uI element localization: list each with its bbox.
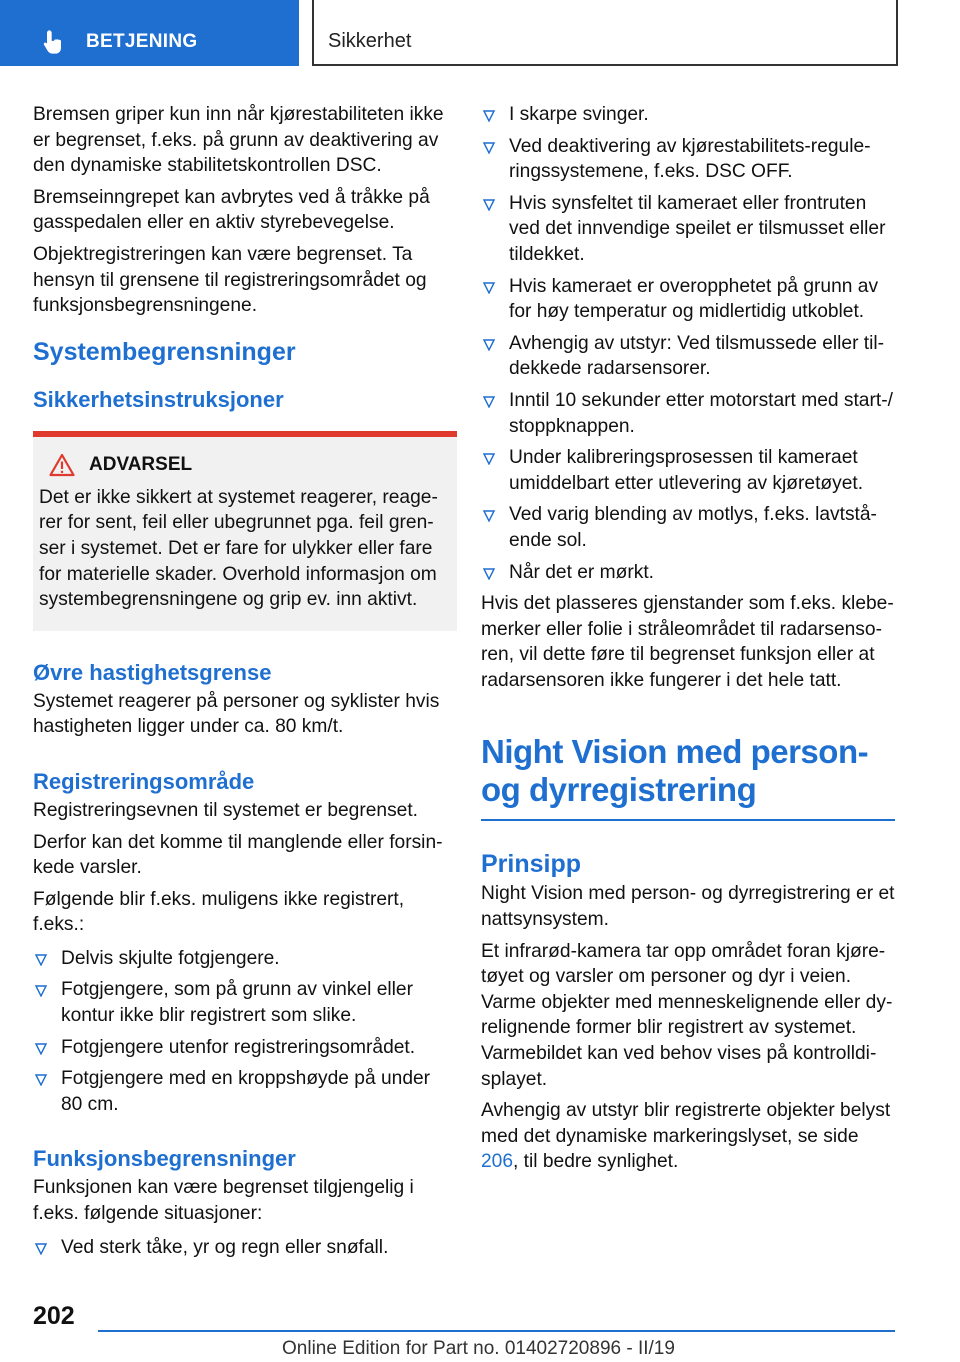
- paragraph: Registreringsevnen til systemet er begrenset.: [33, 799, 418, 821]
- page-link[interactable]: 206: [481, 1151, 514, 1173]
- warning-header: [49, 453, 447, 477]
- heading-safety-instructions: Sikkerhetsinstruksjoner: [33, 386, 284, 412]
- triangle-bullet-icon: [483, 142, 495, 154]
- heading-night-vision: Night Vision med person- og dyrregistrering: [481, 733, 895, 821]
- list-item: Fotgjengere, som på grunn av vinkel eller kontur ikke blir registrert som slike.: [33, 977, 447, 1028]
- triangle-bullet-icon: [483, 396, 495, 408]
- paragraph: Night Vision med person- og dyrregistrering er et nattsynsystem.: [481, 883, 895, 931]
- paragraph: Følgende blir f.eks. muligens ikke registrert, f.eks.:: [33, 888, 405, 936]
- list-item: Avhengig av utstyr: Ved tilsmussede eller tildekkede radarsensorer.: [481, 331, 895, 382]
- triangle-bullet-icon: [483, 568, 495, 580]
- heading-speed-limit: Øvre hastighetsgrense: [33, 659, 272, 685]
- triangle-bullet-icon: [483, 339, 495, 351]
- edition-text: Online Edition for Part no. 01402720896 - II/19: [282, 1338, 675, 1359]
- heading-detection-area: Registreringsområde: [33, 768, 255, 794]
- triangle-bullet-icon: [35, 985, 47, 997]
- triangle-bullet-icon: [483, 282, 495, 294]
- paragraph: Bremsen griper kun inn når kjørestabiliteten ikke er begrenset, f.eks. på grunn av deaktivering av den dynamiske stabilitetskontrollen DSC.: [33, 104, 444, 177]
- function-list: [33, 1235, 447, 1261]
- situation-list: [481, 102, 895, 585]
- section-label: Sikkerhet: [328, 30, 412, 52]
- warning-text: Det er ikke sikkert at systemet reagerer, reagerer for sent, feil eller ubegrunnet pga. feil grenser i systemet. Det er fare for ulykker eller fare for materielle skader. Overhold informasjon om systembegrensningene og grip ev. inn aktivt.: [39, 486, 438, 611]
- triangle-bullet-icon: [35, 1243, 47, 1255]
- list-item: Hvis synsfeltet til kameraet eller frontruten ved det innvendige speilet er tilsmusset eller tildekket.: [481, 191, 895, 268]
- list-item: Ved varig blending av motlys, f.eks. lavtstående sol.: [481, 502, 895, 553]
- paragraph: Et infrarød-kamera tar opp området foran kjøretøyet og varsler om personer og dyr i veien. Varme objekter med menneskelignende eller dyrelignende former blir registrert av systemet. Varmebildet kan ved behov vises på kontrolldisplayet.: [481, 940, 893, 1090]
- triangle-bullet-icon: [35, 1074, 47, 1086]
- list-item: Ved deaktivering av kjørestabilitets-reguleringssystemene, f.eks. DSC OFF.: [481, 134, 895, 185]
- list-item: Ved sterk tåke, yr og regn eller snøfall.: [33, 1235, 447, 1261]
- triangle-bullet-icon: [483, 110, 495, 122]
- triangle-bullet-icon: [35, 1043, 47, 1055]
- chapter-label: BETJENING: [86, 31, 198, 52]
- paragraph: Derfor kan det komme til manglende eller forsinkede varsler.: [33, 831, 443, 879]
- warning-label: ADVARSEL: [89, 453, 193, 475]
- warning-triangle-icon: [49, 453, 75, 477]
- list-item: I skarpe svinger.: [481, 102, 895, 128]
- paragraph: Avhengig av utstyr blir registrerte objekter belyst med det dynamiske markeringslyset, se side 206, til bedre synlighet.: [481, 1100, 891, 1173]
- triangle-bullet-icon: [483, 510, 495, 522]
- triangle-bullet-icon: [35, 954, 47, 966]
- heading-system-limits: Systembegrensninger: [33, 337, 296, 366]
- chapter-tab[interactable]: [0, 0, 299, 66]
- list-item: Fotgjengere med en kroppshøyde på under 80 cm.: [33, 1066, 447, 1117]
- heading-principle: Prinsipp: [481, 850, 582, 879]
- heading-function-limits: Funksjonsbegrensninger: [33, 1146, 296, 1172]
- right-column: [481, 102, 895, 1175]
- section-header: [312, 0, 898, 66]
- list-item: Under kalibreringsprosessen til kameraet umiddelbart etter utlevering av kjøretøyet.: [481, 445, 895, 496]
- list-item: Hvis kameraet er overopphetet på grunn av for høy temperatur og midlertidig utkoblet.: [481, 274, 895, 325]
- paragraph: Funksjonen kan være begrenset tilgjengelig i f.eks. følgende situasjoner:: [33, 1177, 414, 1225]
- list-item: Når det er mørkt.: [481, 560, 895, 586]
- detection-list: [33, 946, 447, 1118]
- triangle-bullet-icon: [483, 453, 495, 465]
- list-item: Inntil 10 sekunder etter motorstart med start-/ stoppknappen.: [481, 388, 895, 439]
- footer-divider: [98, 1330, 895, 1332]
- paragraph: Hvis det plasseres gjenstander som f.eks. klebemerker eller folie i stråleområdet til radarsensoren, vil dette føre til begrenset funksjon eller at radarsensoren ikke fungerer i det hele tatt.: [481, 593, 894, 691]
- paragraph: Bremseinngrepet kan avbrytes ved å tråkke på gasspedalen eller en aktiv styrebevegelse.: [33, 186, 430, 234]
- hand-pointer-icon: [40, 28, 68, 56]
- warning-box: [33, 431, 457, 631]
- left-column: [33, 102, 447, 1266]
- list-item: Delvis skjulte fotgjengere.: [33, 946, 447, 972]
- paragraph: Objektregistreringen kan være begrenset. Ta hensyn til grensene til registreringsområdet og funksjonsbegrensningene.: [33, 243, 427, 317]
- triangle-bullet-icon: [483, 199, 495, 211]
- list-item: Fotgjengere utenfor registreringsområdet.: [33, 1035, 447, 1061]
- paragraph: Systemet reagerer på personer og syklister hvis hastigheten ligger under ca. 80 km/t.: [33, 690, 440, 738]
- page-number: 202: [33, 1302, 75, 1330]
